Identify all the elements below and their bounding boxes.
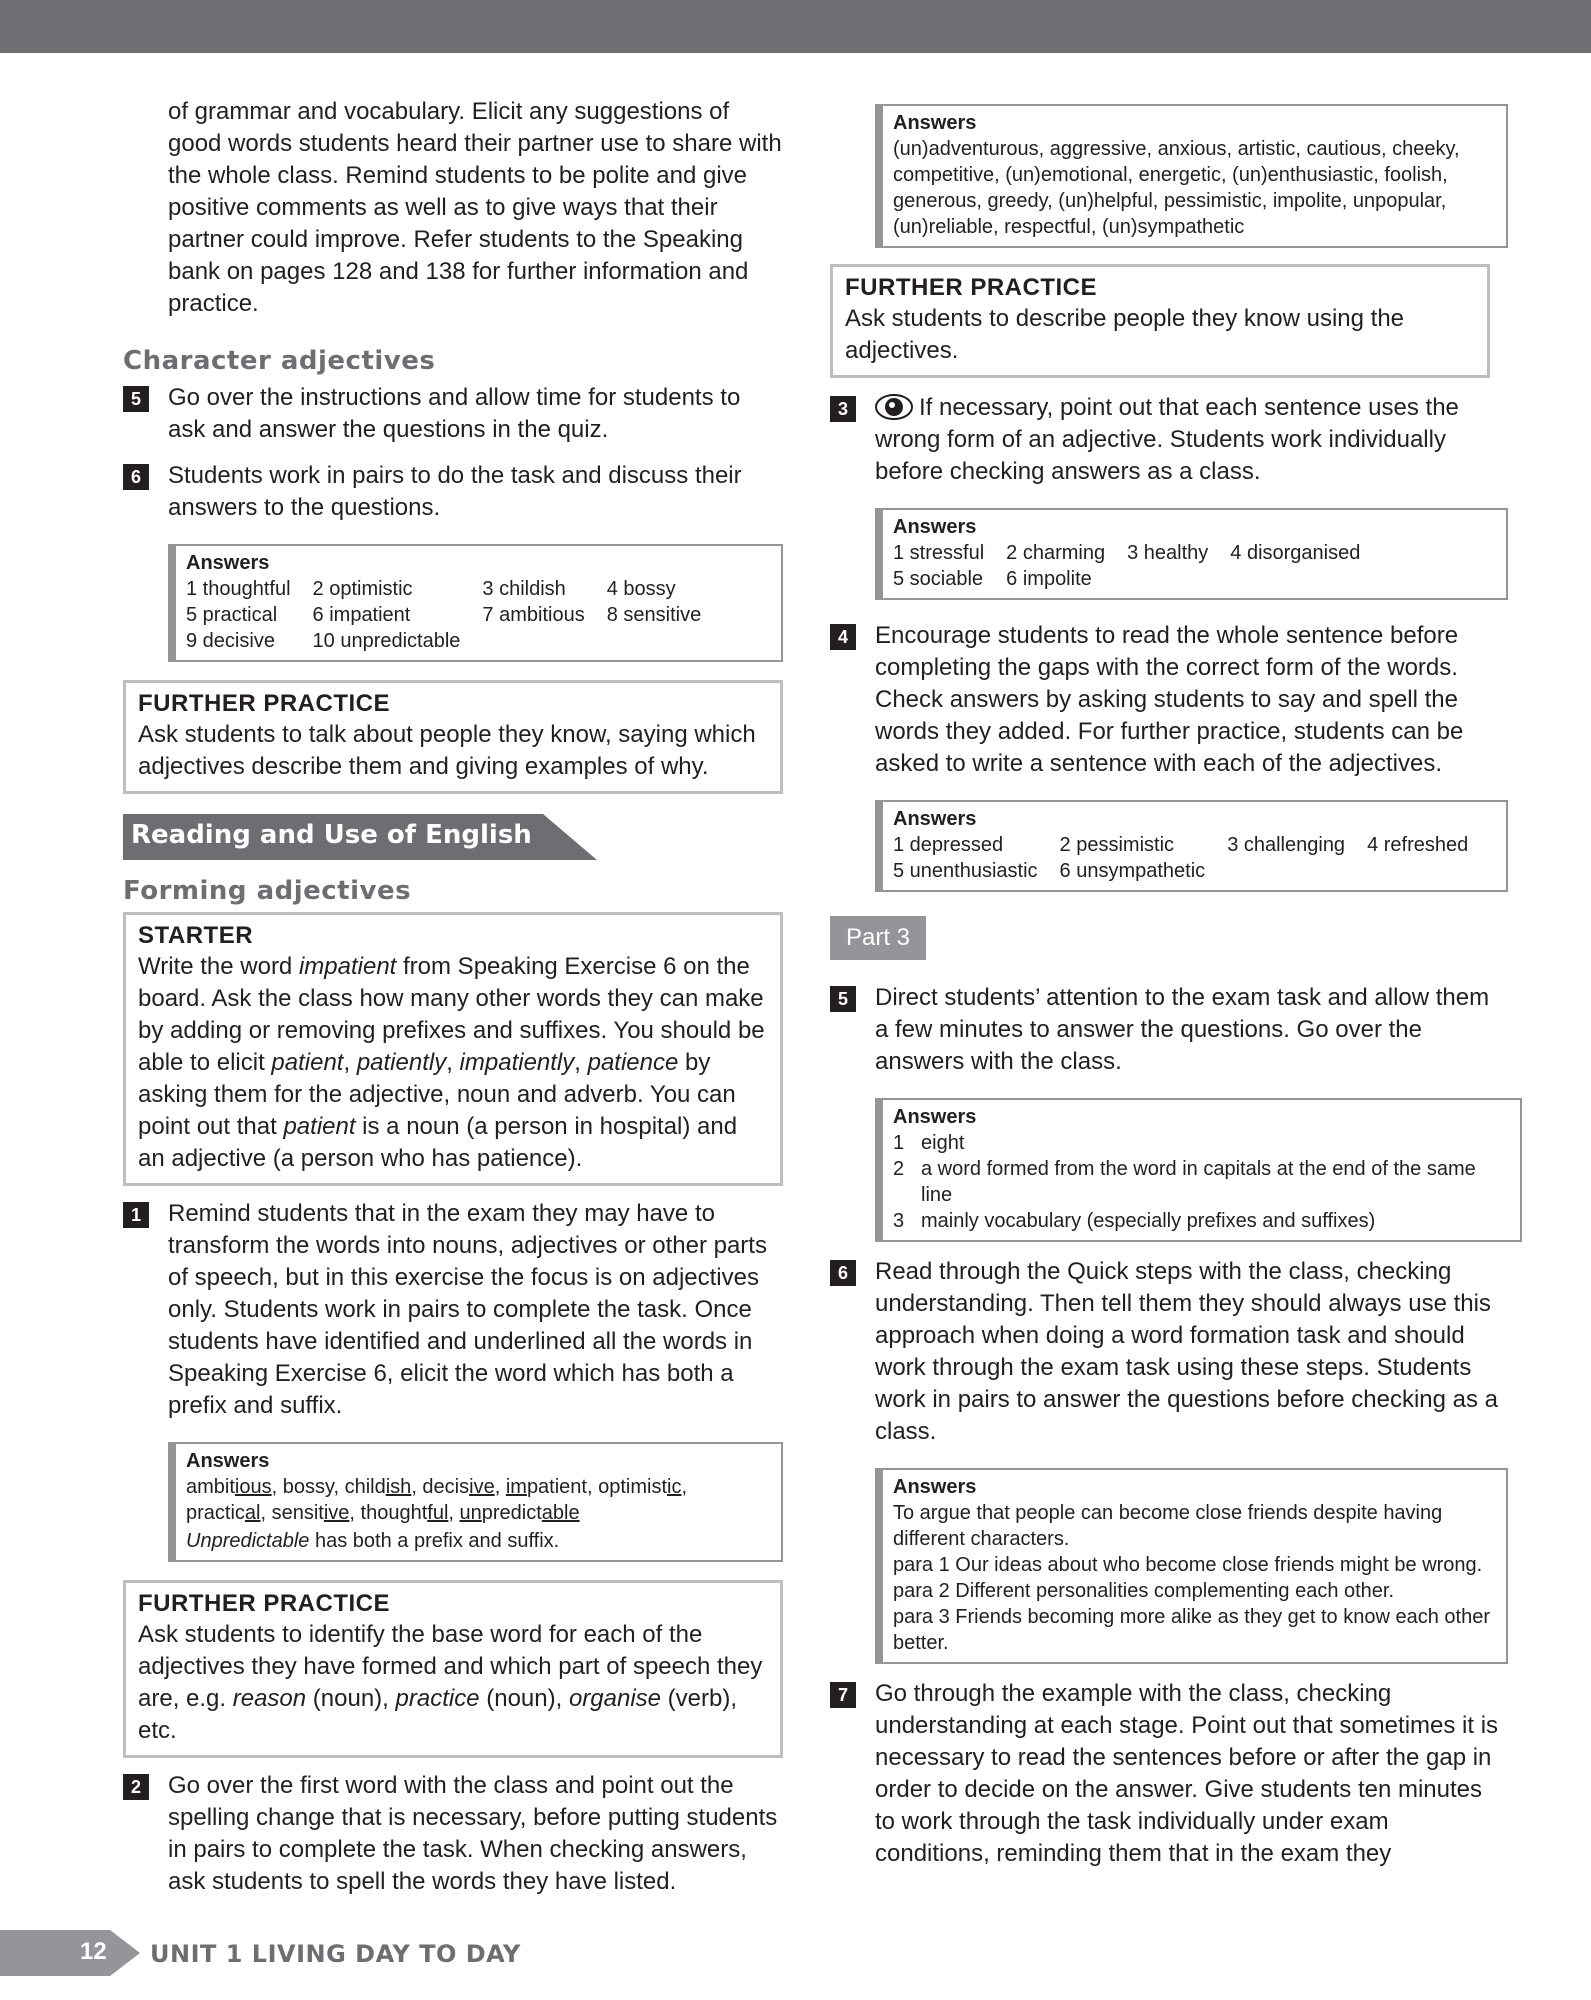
exercise-7 xyxy=(830,1678,1505,1870)
answers-title: Answers xyxy=(893,808,977,830)
answers-words: ambitious, bossy, childish, decisive, impatient, optimistic, practical, sensitive, thoughtful, unpredictable xyxy=(186,1476,688,1524)
exercise-text: Go over the first word with the class and point out the spelling change that is necessary, before putting students in pairs to complete the task. When checking answers, ask students to spell the words they have listed. xyxy=(168,1772,778,1895)
answer-cell: 10 unpredictable xyxy=(312,630,461,652)
part-label: Part 3 xyxy=(830,916,926,960)
answers-title: Answers xyxy=(186,1450,270,1472)
answer-cell: 5 practical xyxy=(186,604,278,626)
exercise-6 xyxy=(123,460,783,524)
answers-title: Answers xyxy=(893,1476,977,1498)
exercise-6-right xyxy=(830,1256,1505,1448)
exercise-number: 7 xyxy=(830,1682,856,1708)
answer-cell: 9 decisive xyxy=(186,630,275,652)
exercise-2 xyxy=(123,1770,783,1898)
intro-paragraph: of grammar and vocabulary. Elicit any suggestions of good words students heard their partner use to share with the whole class. Remind students to be polite and give positive comments as well as to give ways that their partner could improve. Refer students to the Speaking bank on pages 128 and 138 for further information and practice. xyxy=(168,98,782,317)
answers-title: Answers xyxy=(186,552,270,574)
right-column xyxy=(830,104,1505,1870)
answers-box xyxy=(875,1098,1522,1242)
exercise-5 xyxy=(123,382,783,446)
answer-cell: 4 refreshed xyxy=(1367,834,1469,856)
further-practice-text: Ask students to talk about people they know, saying which adjectives describe them and giving examples of why. xyxy=(138,721,756,780)
answer-cell: 1 stressful xyxy=(893,542,985,564)
answers-note: Unpredictable has both a prefix and suffix. xyxy=(186,1530,560,1552)
further-practice-text: Ask students to describe people they know using the adjectives. xyxy=(845,305,1405,364)
exam-eye-icon xyxy=(875,394,913,420)
answer-line: para 1 Our ideas about who become close friends might be wrong. xyxy=(893,1554,1483,1576)
answer-cell: 3 challenging xyxy=(1227,834,1346,856)
exercise-text: Remind students that in the exam they may have to transform the words into nouns, adjectives or other parts of speech, but in this exercise the focus is on adjectives only. Students work in pairs to complete the task. Once students have identified and underlined all the words in Speaking Exercise 6, elicit the word which has both a prefix and suffix. xyxy=(168,1200,767,1419)
exercise-number: 1 xyxy=(123,1202,149,1228)
answer-cell: 2 optimistic xyxy=(312,578,413,600)
further-practice-box xyxy=(123,680,783,794)
exercise-text: Direct students’ attention to the exam task and allow them a few minutes to answer the questions. Go over the answers with the class. xyxy=(875,984,1490,1075)
answer-cell: 6 unsympathetic xyxy=(1059,860,1206,882)
further-practice-title: FURTHER PRACTICE xyxy=(845,274,1097,301)
exercise-text: Read through the Quick steps with the class, checking understanding. Then tell them they should always use this approach when doing a word formation task and should work through the exam task using these steps. Students work in pairs to answer the questions before checking as a class. xyxy=(875,1258,1499,1445)
answer-cell: 5 sociable xyxy=(893,568,984,590)
further-practice-box xyxy=(123,1580,783,1758)
answers-title: Answers xyxy=(893,1106,977,1128)
answer-cell: 3 childish xyxy=(482,578,566,600)
page-number-shape xyxy=(0,1930,150,1976)
answer-item: 3 mainly vocabulary (especially prefixes and suffixes) xyxy=(893,1210,1376,1232)
answer-line: para 2 Different personalities complementing each other. xyxy=(893,1580,1395,1602)
answer-cell: 1 depressed xyxy=(893,834,1004,856)
further-practice-title: FURTHER PRACTICE xyxy=(138,690,390,717)
character-adjectives-heading: Character adjectives xyxy=(123,346,436,376)
answers-table xyxy=(186,576,723,654)
answers-box xyxy=(875,1468,1508,1664)
section-band xyxy=(123,814,597,860)
answers-words: (un)adventurous, aggressive, anxious, artistic, cautious, cheeky, competitive, (un)emotional, energetic, (un)enthusiastic, foolish, generous, greedy, (un)helpful, pessimistic, impolite, unpopular, (un)reliable, respectful, (un)sympathetic xyxy=(893,138,1460,238)
exercise-number: 6 xyxy=(123,464,149,490)
further-practice-box xyxy=(830,264,1490,378)
answer-cell: 2 charming xyxy=(1006,542,1106,564)
page-footer xyxy=(0,1930,600,1976)
answer-cell: 6 impolite xyxy=(1006,568,1092,590)
exercise-text: Go through the example with the class, checking understanding at each stage. Point out that sometimes it is necessary to read the sentences before or after the gap in order to decide on the answer. Give students ten minutes to work through the task individually under exam conditions, reminding them that in the exam they xyxy=(875,1680,1499,1867)
answers-box xyxy=(875,800,1508,892)
answers-title: Answers xyxy=(893,112,977,134)
starter-box xyxy=(123,912,783,1186)
answer-cell: 5 unenthusiastic xyxy=(893,860,1038,882)
top-bar xyxy=(0,0,1591,53)
left-column xyxy=(123,96,783,1898)
exercise-number: 6 xyxy=(830,1260,856,1286)
answer-cell: 1 thoughtful xyxy=(186,578,291,600)
section-band-label: Reading and Use of English xyxy=(131,820,532,850)
answers-box xyxy=(875,104,1508,248)
starter-text: Write the word impatient from Speaking Exercise 6 on the board. Ask the class how many other words they can make by adding or removing prefixes and suffixes. You should be able to elicit patient, patiently, impatiently, patience by asking them for the adjective, noun and adverb. You can point out that patient is a noun (a person in hospital) and an adjective (a person who has patience). xyxy=(138,953,765,1172)
further-practice-text: Ask students to identify the base word for each of the adjectives they have formed and which part of speech they are, e.g. reason (noun), practice (noun), organise (verb), etc. xyxy=(138,1621,763,1744)
page-number: 12 xyxy=(80,1938,107,1965)
answers-title: Answers xyxy=(893,516,977,538)
answer-cell: 7 ambitious xyxy=(482,604,585,626)
exercise-number: 2 xyxy=(123,1774,149,1800)
answer-line: To argue that people can become close friends despite having different characters. xyxy=(893,1502,1443,1550)
answer-cell: 8 sensitive xyxy=(606,604,702,626)
exercise-number: 5 xyxy=(830,986,856,1012)
exercise-number: 4 xyxy=(830,624,856,650)
exercise-text: Go over the instructions and allow time for students to ask and answer the questions in the quiz. xyxy=(168,384,741,443)
answer-cell: 3 healthy xyxy=(1127,542,1209,564)
part-label-wrap xyxy=(830,916,1505,960)
unit-title: UNIT 1 LIVING DAY TO DAY xyxy=(150,1940,521,1968)
answer-cell: 4 disorganised xyxy=(1230,542,1361,564)
forming-adjectives-heading: Forming adjectives xyxy=(123,876,412,906)
answer-cell: 6 impatient xyxy=(312,604,411,626)
answer-cell: 2 pessimistic xyxy=(1059,834,1175,856)
answers-box xyxy=(875,508,1508,600)
exercise-text: If necessary, point out that each sentence uses the wrong form of an adjective. Students work individually before checking answers as a class. xyxy=(875,394,1459,485)
answers-table xyxy=(893,832,1490,884)
starter-title: STARTER xyxy=(138,922,254,949)
exercise-text: Encourage students to read the whole sentence before completing the gaps with the correct form of the words. Check answers by asking students to say and spell the words they added. For further practice, students can be asked to write a sentence with each of the adjectives. xyxy=(875,622,1464,777)
answer-item: 2 a word formed from the word in capitals at the end of the same line xyxy=(893,1158,1476,1206)
answer-cell: 4 bossy xyxy=(606,578,676,600)
answer-line: para 3 Friends becoming more alike as they get to know each other better. xyxy=(893,1606,1490,1654)
exercise-3 xyxy=(830,392,1505,488)
answer-item: 1 eight xyxy=(893,1132,965,1154)
answers-table xyxy=(893,540,1382,592)
exercise-number: 3 xyxy=(830,396,856,422)
exercise-5-right xyxy=(830,982,1505,1078)
exercise-4 xyxy=(830,620,1505,780)
exercise-text: Students work in pairs to do the task and discuss their answers to the questions. xyxy=(168,462,742,521)
answers-box xyxy=(168,544,783,662)
further-practice-title: FURTHER PRACTICE xyxy=(138,1590,390,1617)
exercise-1 xyxy=(123,1198,783,1422)
answers-box xyxy=(168,1442,783,1562)
exercise-number: 5 xyxy=(123,386,149,412)
